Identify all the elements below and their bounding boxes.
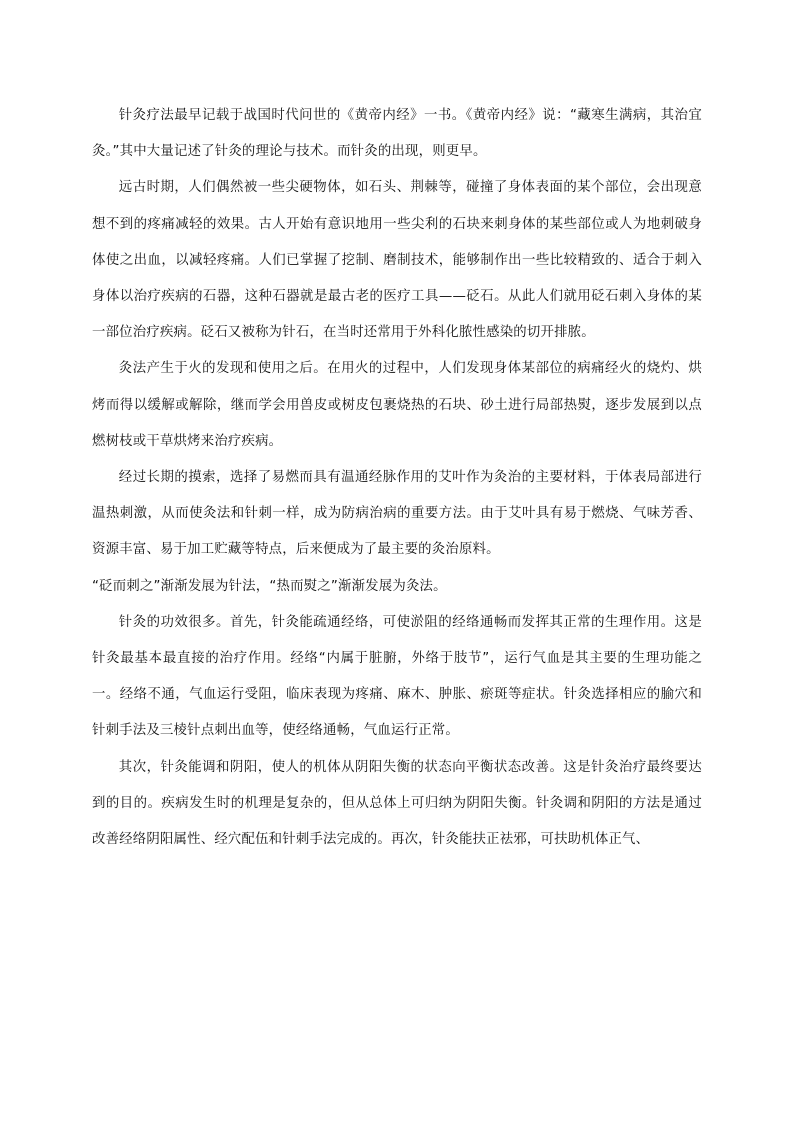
paragraph-4: 经过长期的摸索，选择了易燃而具有温通经脉作用的艾叶作为灸治的主要材料，于体表局部进行温热刺激，从而使灸法和针刺一样，成为防病治病的重要方法。由于艾叶具有易于燃烧、气味芳香、资源丰富、易于加工贮藏等特点，后来便成为了最主要的灸治原料。 bbox=[92, 470, 702, 558]
document-body bbox=[92, 98, 702, 858]
paragraph-3: 灸法产生于火的发现和使用之后。在用火的过程中，人们发现身体某部位的病痛经火的烧灼、烘烤而得以缓解或解除，继而学会用兽皮或树皮包裹烧热的石块、砂土进行局部热熨，逐步发展到以点燃树枝或干草烘烤来治疗疾病。 bbox=[92, 361, 702, 449]
paragraph-6: 针灸的功效很多。首先，针灸能疏通经络，可使淤阻的经络通畅而发挥其正常的生理作用。这是针灸最基本最直接的治疗作用。经络“内属于脏腑，外络于肢节”，运行气血是其主要的生理功能之一。经络不通，气血运行受阻，临床表现为疼痛、麻木、肿胀、瘀斑等症状。针灸选择相应的腧穴和针刺手法及三棱针点刺出血等，使经络通畅，气血运行正常。 bbox=[92, 614, 702, 739]
paragraph-7: 其次，针灸能调和阴阳，使人的机体从阴阳失衡的状态向平衡状态改善。这是针灸治疗最终要达到的目的。疾病发生时的机理是复杂的，但从总体上可归纳为阴阳失衡。针灸调和阴阳的方法是通过改善经络阴阳属性、经穴配伍和针刺手法完成的。再次，针灸能扶正祛邪，可扶助机体正气、 bbox=[92, 759, 702, 848]
paragraph-5: “砭而刺之”渐渐发展为针法，“热而熨之”渐渐发展为灸法。 bbox=[92, 578, 447, 594]
paragraph-1: 针灸疗法最早记载于战国时代问世的《黄帝内经》一书。《黄帝内经》说：“藏寒生满病，其治宜灸。”其中大量记述了针灸的理论与技术。而针灸的出现，则更早。 bbox=[92, 108, 702, 160]
paragraph-2: 远古时期，人们偶然被一些尖硬物体，如石头、荆棘等，碰撞了身体表面的某个部位，会出现意想不到的疼痛减轻的效果。古人开始有意识地用一些尖利的石块来刺身体的某些部位或人为地刺破身体使之出血，以减轻疼痛。人们已掌握了挖制、磨制技术，能够制作出一些比较精致的、适合于刺入身体以治疗疾病的石器，这种石器就是最古老的医疗工具——砭石。从此人们就用砭石刺入身体的某一部位治疗疾病。砭石又被称为针石，在当时还常用于外科化脓性感染的切开排脓。 bbox=[92, 180, 702, 341]
